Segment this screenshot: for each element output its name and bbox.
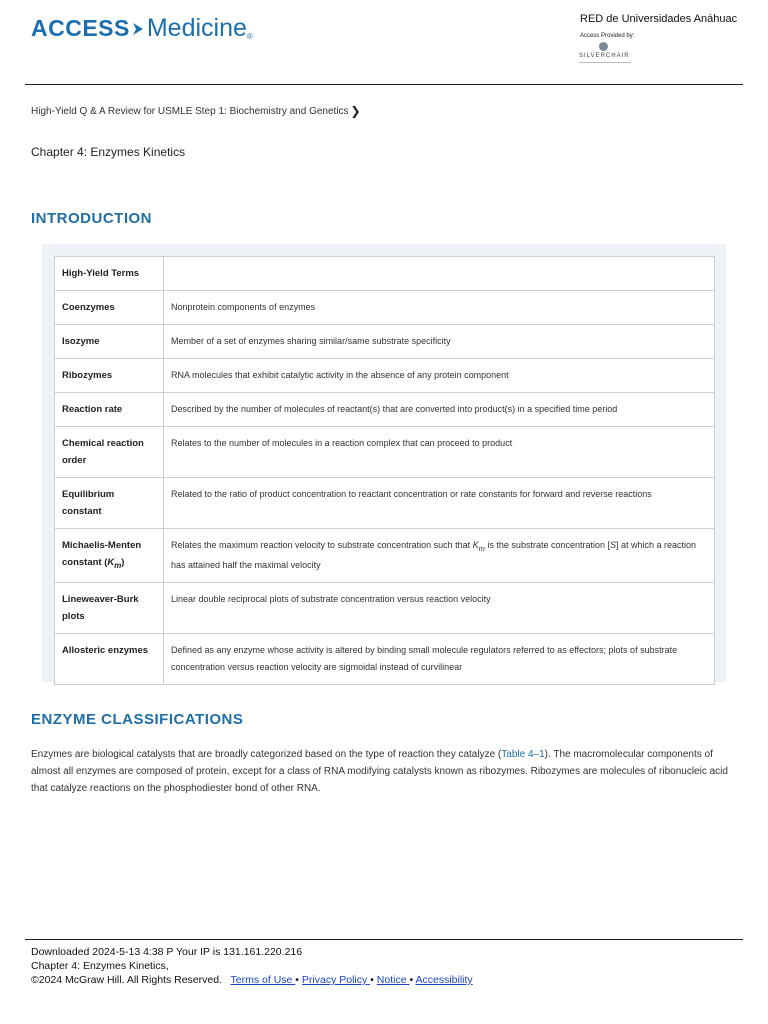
term-cell: Ribozymes [55,359,164,393]
accessibility-link[interactable]: Accessibility [415,974,473,986]
term-cell: Chemical reaction order [55,427,164,478]
definition-variable: K [472,540,479,550]
term-cell: Allosteric enzymes [55,633,164,684]
term-cell: Coenzymes [55,291,164,325]
paragraph-text: Enzymes are biological catalysts that are broadly categorized based on the type of reaction they catalyze ( [31,749,502,760]
footer-separator: • [295,974,299,986]
accessmedicine-logo[interactable] [31,14,253,43]
table-row [55,582,715,633]
introduction-heading: INTRODUCTION [31,210,152,227]
definition-variable: S [610,540,617,550]
silverchair-globe-icon [599,42,608,51]
definition-cell: Relates to the number of molecules in a reaction complex that can proceed to product [164,427,715,478]
silverchair-divider [579,62,631,63]
breadcrumb [31,104,361,118]
table-4-1-link[interactable]: Table 4–1 [501,749,545,760]
footer-legal-line [31,973,473,987]
download-info: Downloaded 2024-5-13 4:38 P Your IP is 131.161.220.216 [31,946,303,958]
logo-arrow-icon [131,20,145,38]
table-header-row [55,257,715,291]
term-cell: Isozyme [55,325,164,359]
footer-separator: • [370,974,374,986]
footer-separator: • [409,974,414,986]
page-footer [31,945,473,987]
privacy-policy-link[interactable]: Privacy Policy [301,974,371,986]
term-text: Michaelis-Menten constant ( [62,540,142,568]
term-subscript: m [114,560,122,570]
definition-text: Relates the maximum reaction velocity to substrate concentration such that [171,540,473,550]
enzyme-classifications-heading: ENZYME CLASSIFICATIONS [31,711,244,728]
table-row [55,393,715,427]
term-cell: Lineweaver-Burk plots [55,582,164,633]
term-cell [55,529,164,583]
chapter-title: Chapter 4: Enzymes Kinetics [31,145,186,159]
table-row [55,478,715,529]
table-row [55,325,715,359]
term-variable: K [107,557,115,568]
terms-of-use-link[interactable]: Terms of Use [230,974,296,986]
breadcrumb-book-link[interactable]: High-Yield Q & A Review for USMLE Step 1: Biochemistry and Genetics [31,105,349,117]
definition-cell: Defined as any enzyme whose activity is altered by binding small molecule regulators referred to as effectors; plots of substrate concentration versus reaction velocity are sigmoidal instead of curvilinear [164,633,715,684]
page-header [0,0,768,84]
logo-registered-mark: ® [246,32,253,41]
definition-cell [164,529,715,583]
term-cell: Equilibrium constant [55,478,164,529]
table-row [55,529,715,583]
logo-access-text: ACCESS [31,15,130,41]
definition-cell: RNA molecules that exhibit catalytic activity in the absence of any protein component [164,359,715,393]
silverchair-logo[interactable]: SILVERCHAIR [579,53,630,59]
definition-subscript: m [478,543,485,553]
table-row [55,291,715,325]
definition-cell: Member of a set of enzymes sharing similar/same substrate specificity [164,325,715,359]
table-header-cell: High-Yield Terms [55,257,164,291]
table-header-empty-cell [164,257,715,291]
definition-text: is the substrate concentration [ [484,540,610,550]
definition-cell: Nonprotein components of enzymes [164,291,715,325]
paragraph-text: ). The macromolecular components of almost all enzymes are composed of protein, except for a class of RNA modifying catalysts known as ribozymes. Ribozymes are molecules of ribonucleic acid that catalyze reactions on the phosphodiester bond of other RNA. [31,749,728,794]
table-row [55,359,715,393]
enzyme-classifications-paragraph [31,746,741,797]
copyright-text: ©2024 McGraw Hill. All Rights Reserved. [31,974,222,986]
table-row [55,427,715,478]
high-yield-terms-table [54,256,715,685]
chevron-right-icon[interactable]: ❯ [350,104,361,118]
term-text-suffix: ) [121,557,125,568]
definition-cell: Described by the number of molecules of reactant(s) that are converted into product(s) in a specified time period [164,393,715,427]
footer-chapter: Chapter 4: Enzymes Kinetics, [31,960,169,972]
definition-cell: Related to the ratio of product concentration to reactant concentration or rate constants for forward and reverse reactions [164,478,715,529]
footer-divider [25,939,743,940]
definition-text: ] at which a reaction has attained half the maximal velocity [171,540,697,570]
notice-link[interactable]: Notice [376,974,410,986]
high-yield-terms-table-container [42,244,726,682]
definition-cell: Linear double reciprocal plots of substrate concentration versus reaction velocity [164,582,715,633]
institution-name: RED de Universidades Anáhuac [580,13,738,25]
header-divider [25,84,743,85]
term-cell: Reaction rate [55,393,164,427]
access-provided-label: Access Provided by: [580,33,635,39]
logo-medicine-text: Medicine [146,14,247,42]
table-row [55,633,715,684]
